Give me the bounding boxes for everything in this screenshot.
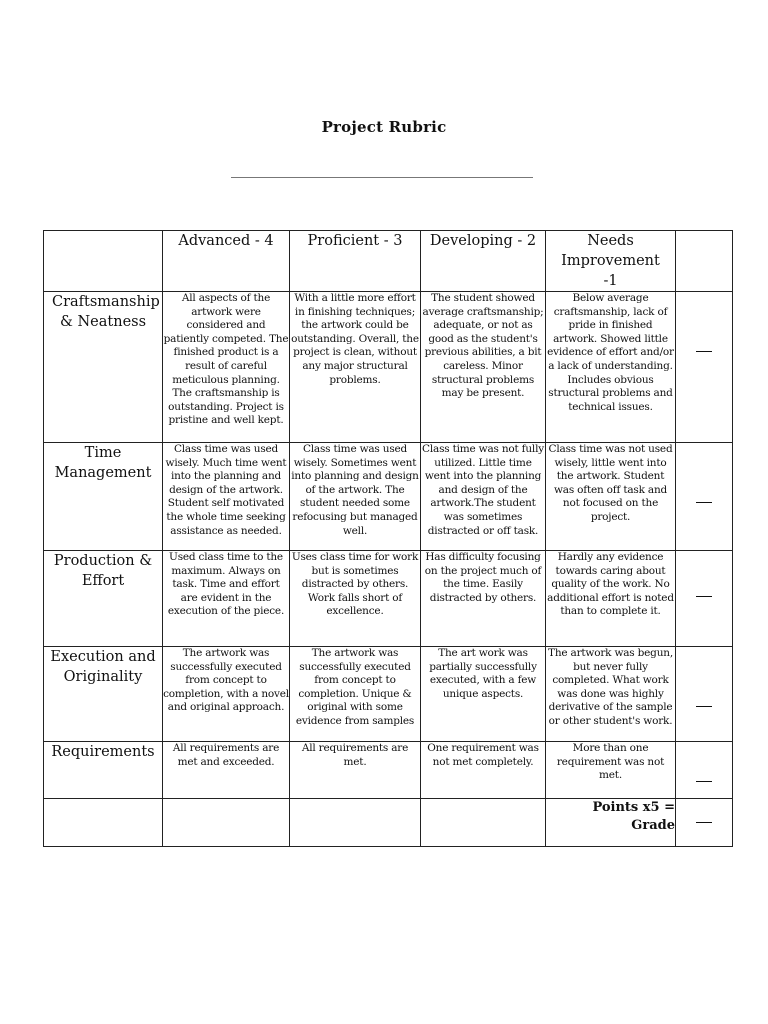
rubric-cell: Uses class time for work but is sometimes distracted by others. Work falls short of excellence. <box>290 551 421 647</box>
name-line <box>231 177 533 178</box>
rubric-cell: The student showed average craftsmanship; adequate, or not as good as the student's previous abilities, a bit careless. Minor structural problems may be present. <box>421 292 546 443</box>
header-blank <box>44 231 163 292</box>
rubric-cell: All requirements are met. <box>290 742 421 799</box>
score-blank <box>696 502 712 503</box>
score-blank <box>696 596 712 597</box>
rubric-cell: The artwork was begun, but never fully completed. What work was done was highly derivative of the sample or other student's work. <box>546 647 676 742</box>
grade-score-cell[interactable] <box>676 799 733 847</box>
grade-blank <box>44 799 163 847</box>
rubric-cell: More than one requirement was not met. <box>546 742 676 799</box>
level-needs-improvement <box>546 231 676 292</box>
rubric-cell: Hardly any evidence towards caring about quality of the work. No additional effort is noted than to complete it. <box>546 551 676 647</box>
level-proficient: Proficient - 3 <box>290 231 421 292</box>
table-row <box>44 742 733 799</box>
grade-blank <box>421 799 546 847</box>
score-cell[interactable] <box>676 292 733 443</box>
rubric-table <box>43 230 733 847</box>
rubric-cell: Class time was used wisely. Much time went into the planning and design of the artwork. Student self motivated the whole time seeking assistance as needed. <box>163 443 290 551</box>
criterion-execution-originality <box>44 647 163 742</box>
score-cell[interactable] <box>676 742 733 799</box>
rubric-cell: The art work was partially successfully executed, with a few unique aspects. <box>421 647 546 742</box>
grade-blank <box>163 799 290 847</box>
criterion-production-effort <box>44 551 163 647</box>
criterion-label: Execution and Originality <box>50 649 156 685</box>
score-blank <box>696 351 712 352</box>
grade-label-text: Points x5 = Grade <box>592 800 675 833</box>
document-title: Project Rubric <box>321 118 447 136</box>
rubric-cell: The artwork was successfully executed from concept to completion, with a novel and original approach. <box>163 647 290 742</box>
rubric-cell: Used class time to the maximum. Always on task. Time and effort are evident in the execution of the piece. <box>163 551 290 647</box>
criterion-craftsmanship <box>44 292 163 443</box>
criterion-requirements <box>44 742 163 799</box>
rubric-cell: Below average craftsmanship, lack of pride in finished artwork. Showed little evidence of effort and/or a lack of understanding. Includes obvious structural problems and technical issues. <box>546 292 676 443</box>
rubric-cell: All aspects of the artwork were considered and patiently competed. The finished product is a result of careful meticulous planning. The craftsmanship is outstanding. Project is pristine and well kept. <box>163 292 290 443</box>
rubric-cell: Class time was not fully utilized. Little time went into the planning and design of the artwork.The student was sometimes distracted or off task. <box>421 443 546 551</box>
score-cell[interactable] <box>676 647 733 742</box>
table-row <box>44 647 733 742</box>
rubric-cell: One requirement was not met completely. <box>421 742 546 799</box>
grade-blank <box>290 799 421 847</box>
level-needs-improvement-label: Needs Improvement -1 <box>561 233 660 289</box>
score-blank <box>696 706 712 707</box>
score-blank <box>696 781 712 782</box>
score-cell[interactable] <box>676 551 733 647</box>
rubric-cell: Has difficulty focusing on the project much of the time. Easily distracted by others. <box>421 551 546 647</box>
level-developing: Developing - 2 <box>421 231 546 292</box>
table-row <box>44 292 733 443</box>
table-row <box>44 551 733 647</box>
rubric-cell: The artwork was successfully executed from concept to completion. Unique & original with some evidence from samples <box>290 647 421 742</box>
table-row <box>44 443 733 551</box>
score-cell[interactable] <box>676 443 733 551</box>
rubric-cell: Class time was not used wisely, little went into the artwork. Student was often off task and not focused on the project. <box>546 443 676 551</box>
score-blank <box>696 822 712 823</box>
rubric-cell: Class time was used wisely. Sometimes went into planning and design of the artwork. The student needed some refocusing but managed well. <box>290 443 421 551</box>
header-row <box>44 231 733 292</box>
criterion-time-management <box>44 443 163 551</box>
criterion-label: Requirements <box>51 744 155 760</box>
grade-row <box>44 799 733 847</box>
criterion-label: Production & Effort <box>53 553 153 589</box>
header-score-blank <box>676 231 733 292</box>
criterion-label: Craftsmanship & Neatness <box>52 294 160 330</box>
rubric-cell: With a little more effort in finishing techniques; the artwork could be outstanding. Overall, the project is clean, without any major structural problems. <box>290 292 421 443</box>
grade-label <box>546 799 676 847</box>
level-advanced: Advanced - 4 <box>163 231 290 292</box>
criterion-label: Time Management <box>54 445 152 481</box>
rubric-cell: All requirements are met and exceeded. <box>163 742 290 799</box>
